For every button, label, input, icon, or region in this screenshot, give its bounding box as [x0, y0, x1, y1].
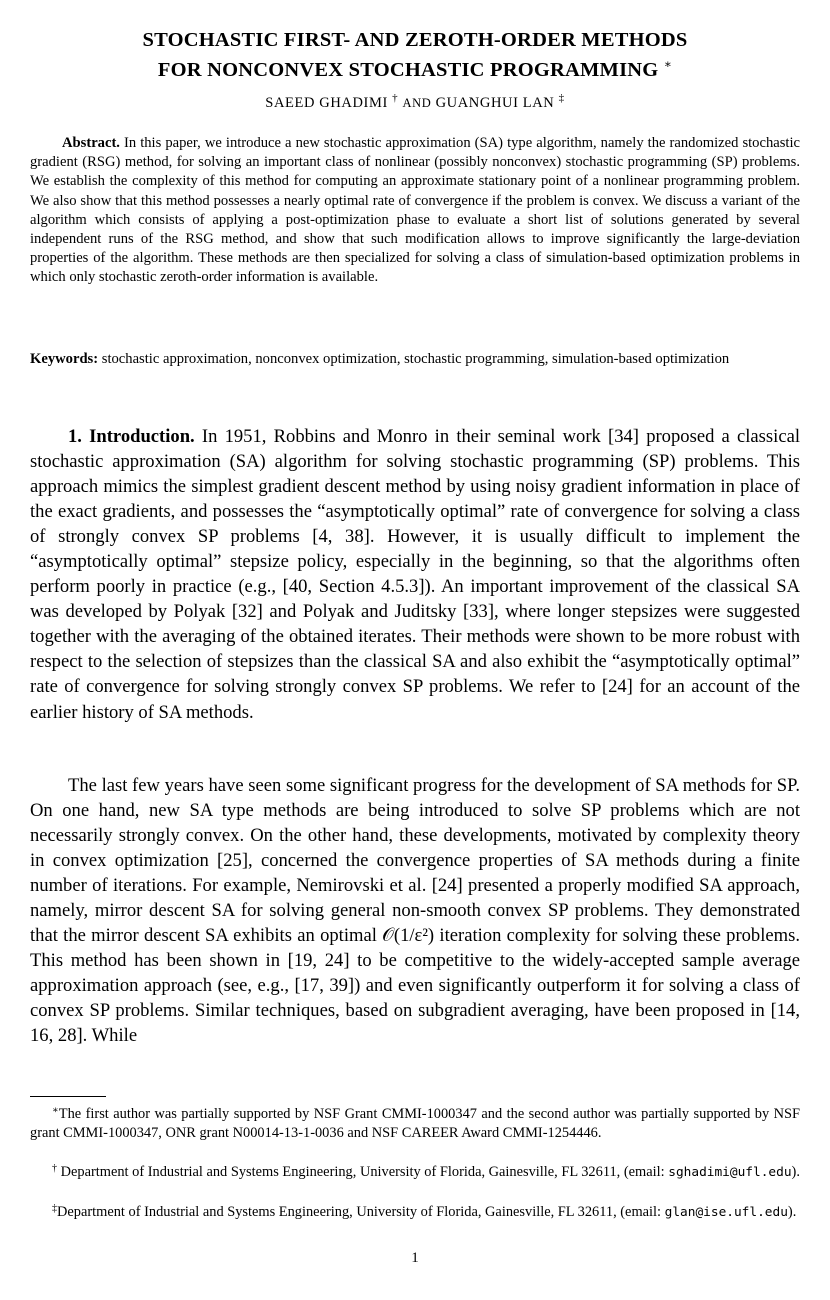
section-heading: 1. Introduction. [68, 426, 195, 447]
title-line-1: STOCHASTIC FIRST- AND ZEROTH-ORDER METHODS [142, 29, 688, 51]
footnote-2-mark: † [52, 1163, 57, 1174]
abstract-text: In this paper, we introduce a new stochastic approximation (SA) type algorithm, namely the randomized stochastic gradient (RSG) method, for solving an important class of nonlinear (possibly nonconvex) stochastic programming (SP) problems. We establish the complexity of this method for computing an approximate stationary point of a nonlinear programming problem. We also show that this method possesses a nearly optimal rate of convergence if the problem is convex. We discuss a variant of the algorithm which consists of applying a post-optimization phase to evaluate a short list of solutions generated by several independent runs of the RSG method, and show that such modification allows to improve significantly the large-deviation properties of the algorithm. These methods are then specialized for solving a class of simulation-based optimization problems in which only stochastic zeroth-order information is available. [30, 135, 800, 286]
footnote-2-end: ). [791, 1164, 800, 1180]
abstract [30, 134, 800, 288]
footnote-rule [30, 1096, 106, 1097]
footnote-3-text: Department of Industrial and Systems Engineering, University of Florida, Gainesville, FL 32611, (email: [57, 1204, 662, 1220]
author-and: AND [402, 96, 432, 110]
footnote-2-text: Department of Industrial and Systems Engineering, University of Florida, Gainesville, FL 32611, (email: [60, 1164, 665, 1180]
author-line [30, 92, 800, 112]
keywords-text: stochastic approximation, nonconvex optimization, stochastic programming, simulation-based optimization [101, 351, 730, 367]
title-line-2 [30, 52, 800, 82]
footnote-3-end: ). [787, 1204, 797, 1220]
author-1: SAEED GHADIMI [265, 95, 388, 111]
footnote-3 [30, 1199, 800, 1222]
footnote-2-email-link[interactable]: sghadimi@ufl.edu [668, 1165, 792, 1180]
intro-paragraph-1-text: In 1951, Robbins and Monro in their seminal work [34] proposed a classical stochastic approximation (SA) algorithm for solving stochastic programming (SP) problems. This approach mimics the simplest gradient descent method by using noisy gradient information in place of the exact gradients, and possesses the “asymptotically optimal” rate of convergence for solving a class of strongly convex SP problems [4, 38]. However, it is usually difficult to implement the “asymptotically optimal” stepsize policy, especially in the beginning, so that the algorithms often perform poorly in practice (e.g., [40, Section 4.5.3]). An important improvement of the classical SA was developed by Polyak [32] and Polyak and Juditsky [33], where longer stepsizes were suggested together with the averaging of the obtained iterates. Their methods were shown to be more robust with respect to the selection of stepsizes than the classical SA and also exhibit the “asymptotically optimal” rate of convergence for solving strongly convex SP problems. We refer to [24] for an account of the earlier history of SA methods. [30, 426, 800, 723]
footnote-1-text: The first author was partially supported by NSF Grant CMMI-1000347 and the second author was partially supported by NSF grant CMMI-1000347, ONR grant N00014-13-1-0036 and NSF CAREER Award CMMI-1254446. [30, 1106, 800, 1141]
title-footnote-mark: ∗ [663, 57, 673, 71]
footnote-3-email-link[interactable]: glan@ise.ufl.edu [664, 1205, 788, 1220]
paper-title [30, 28, 800, 82]
author-2-mark: ‡ [558, 92, 565, 104]
intro-paragraph-2-text: The last few years have seen some significant progress for the development of SA methods for SP. On one hand, new SA type methods are being introduced to solve SP problems which are not necessarily strongly convex. On the other hand, these developments, motivated by complexity theory in convex optimization [25], concerned the convergence properties of SA methods during a finite number of iterations. For example, Nemirovski et al. [24] presented a properly modified SA approach, namely, mirror descent SA for solving general non-smooth convex SP problems. They demonstrated that the mirror descent SA exhibits an optimal 𝒪(1/ε²) iteration complexity for solving these problems. This method has been shown in [19, 24] to be competitive to the widely-accepted sample average approximation approach (see, e.g., [17, 39]) and even significantly outperform it for solving a class of convex SP problems. Similar techniques, based on subgradient averaging, have been proposed in [14, 16, 28]. While [30, 775, 800, 1047]
intro-paragraph-1 [30, 424, 800, 725]
footnote-1 [30, 1101, 800, 1143]
title-line-2-text: FOR NONCONVEX STOCHASTIC PROGRAMMING [157, 59, 659, 81]
keywords-label: Keywords: [30, 351, 99, 367]
author-1-mark: † [392, 92, 399, 104]
abstract-label: Abstract. [62, 135, 120, 151]
footnote-3-mark: ‡ [52, 1203, 57, 1214]
page-number: 1 [411, 1250, 419, 1266]
author-2: GUANGHUI LAN [435, 95, 555, 111]
footnote-1-mark: ∗ [52, 1105, 59, 1116]
footnote-2 [30, 1159, 800, 1182]
keywords [30, 350, 800, 370]
intro-paragraph-2 [30, 773, 800, 1049]
